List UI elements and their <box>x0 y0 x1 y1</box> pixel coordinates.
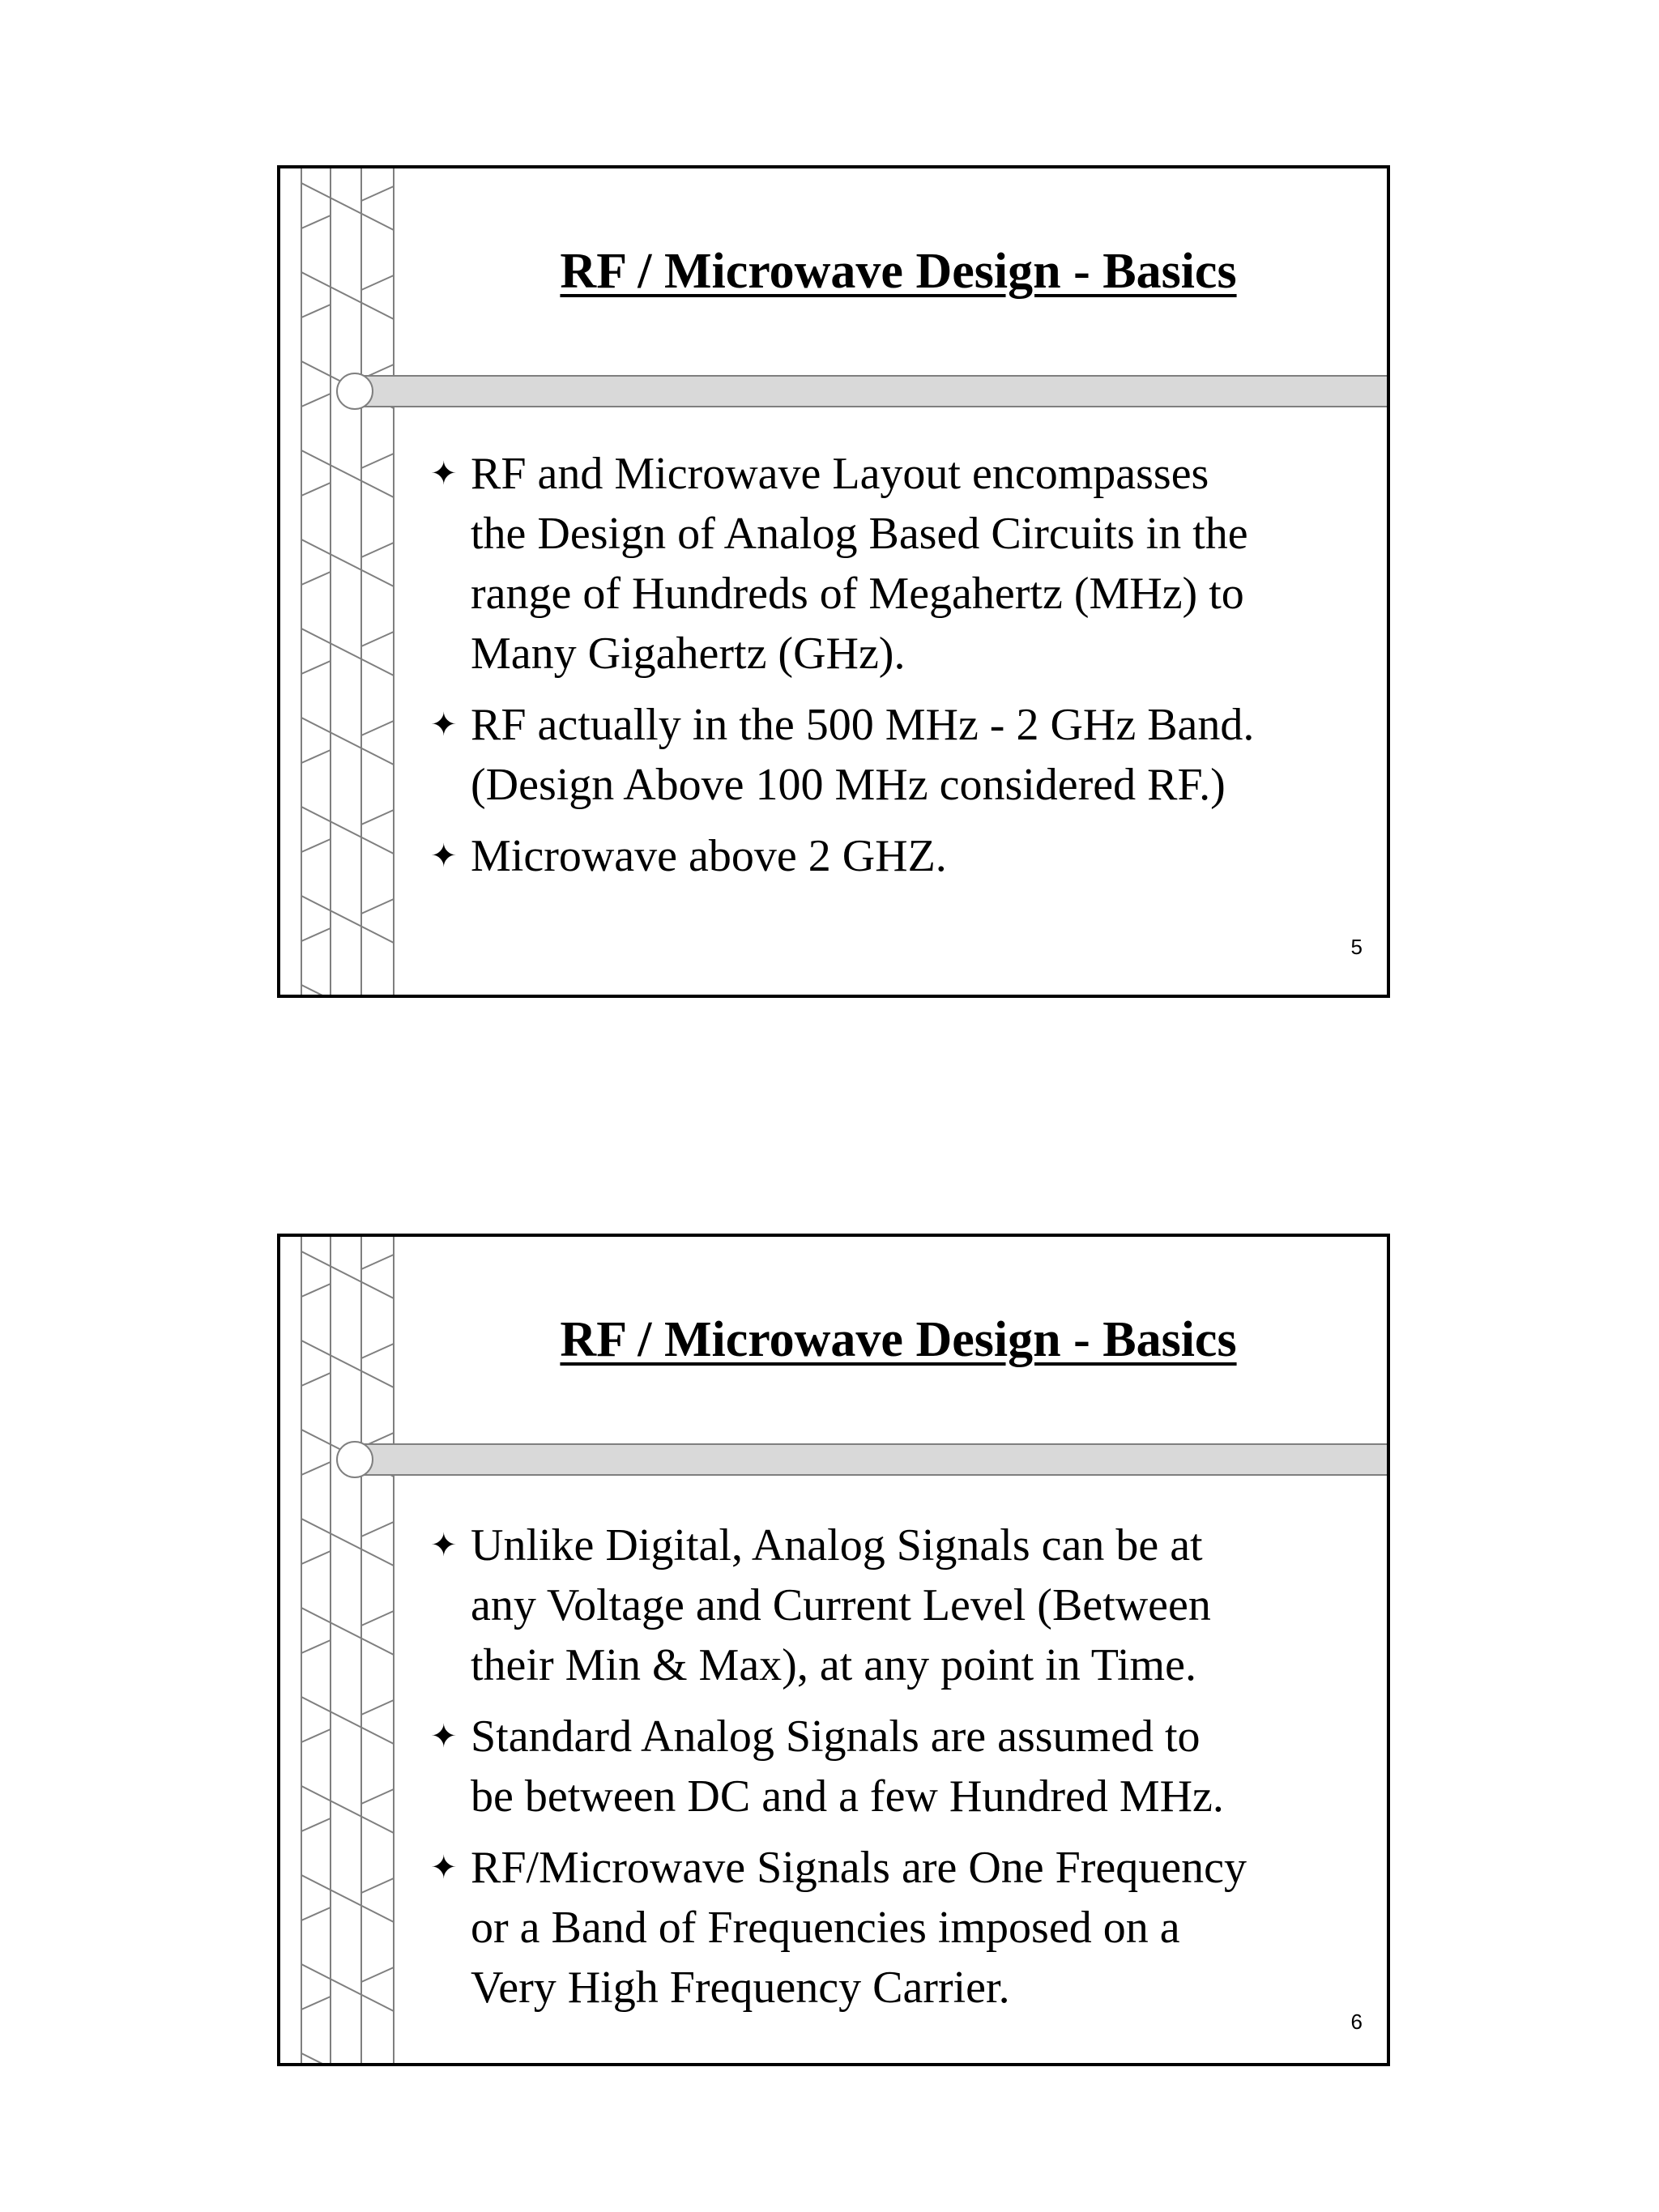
four-pointed-star-icon: ✦ <box>430 455 458 492</box>
four-pointed-star-icon: ✦ <box>430 837 458 875</box>
four-pointed-star-icon: ✦ <box>430 1527 458 1564</box>
slide-1 <box>277 165 1390 998</box>
title-rule <box>337 1442 1390 1477</box>
bullet-item <box>430 1707 1354 1826</box>
braided-band-decoration <box>301 1237 394 2066</box>
four-pointed-star-icon: ✦ <box>430 1718 458 1755</box>
bullet-list <box>430 444 1354 897</box>
page-number: 5 <box>1350 935 1363 959</box>
bullet-text: Microwave above 2 GHZ. <box>471 831 947 881</box>
slide-2 <box>277 1234 1390 2066</box>
four-pointed-star-icon: ✦ <box>430 1849 458 1886</box>
braided-band-decoration <box>301 168 394 998</box>
slide-title: RF / Microwave Design - Basics <box>560 1312 1237 1367</box>
bullet-item <box>430 826 1354 886</box>
four-pointed-star-icon: ✦ <box>430 706 458 744</box>
bullet-item <box>430 695 1354 815</box>
bullet-text: RF actually in the 500 MHz - 2 GHz Band. (Design Above 100 MHz considered RF.) <box>471 700 1255 810</box>
bullet-text: RF/Microwave Signals are One Frequency or a Band of Frequencies imposed on a Very High Frequency Carrier. <box>471 1843 1247 2013</box>
bullet-list <box>430 1515 1354 2029</box>
title-rule <box>337 373 1390 409</box>
bullet-text: RF and Microwave Layout encompasses the Design of Analog Based Circuits in the range of Hundreds of Megahertz (MHz) to Many Gigahertz (GHz). <box>471 449 1248 679</box>
bullet-item <box>430 1515 1354 1695</box>
bullet-item <box>430 444 1354 684</box>
page-number: 6 <box>1350 2010 1363 2034</box>
bullet-text: Standard Analog Signals are assumed to be between DC and a few Hundred MHz. <box>471 1711 1224 1822</box>
bullet-item <box>430 1838 1354 2018</box>
bullet-text: Unlike Digital, Analog Signals can be at any Voltage and Current Level (Between their Min & Max), at any point in Time. <box>471 1520 1211 1690</box>
slide-title: RF / Microwave Design - Basics <box>560 244 1237 299</box>
